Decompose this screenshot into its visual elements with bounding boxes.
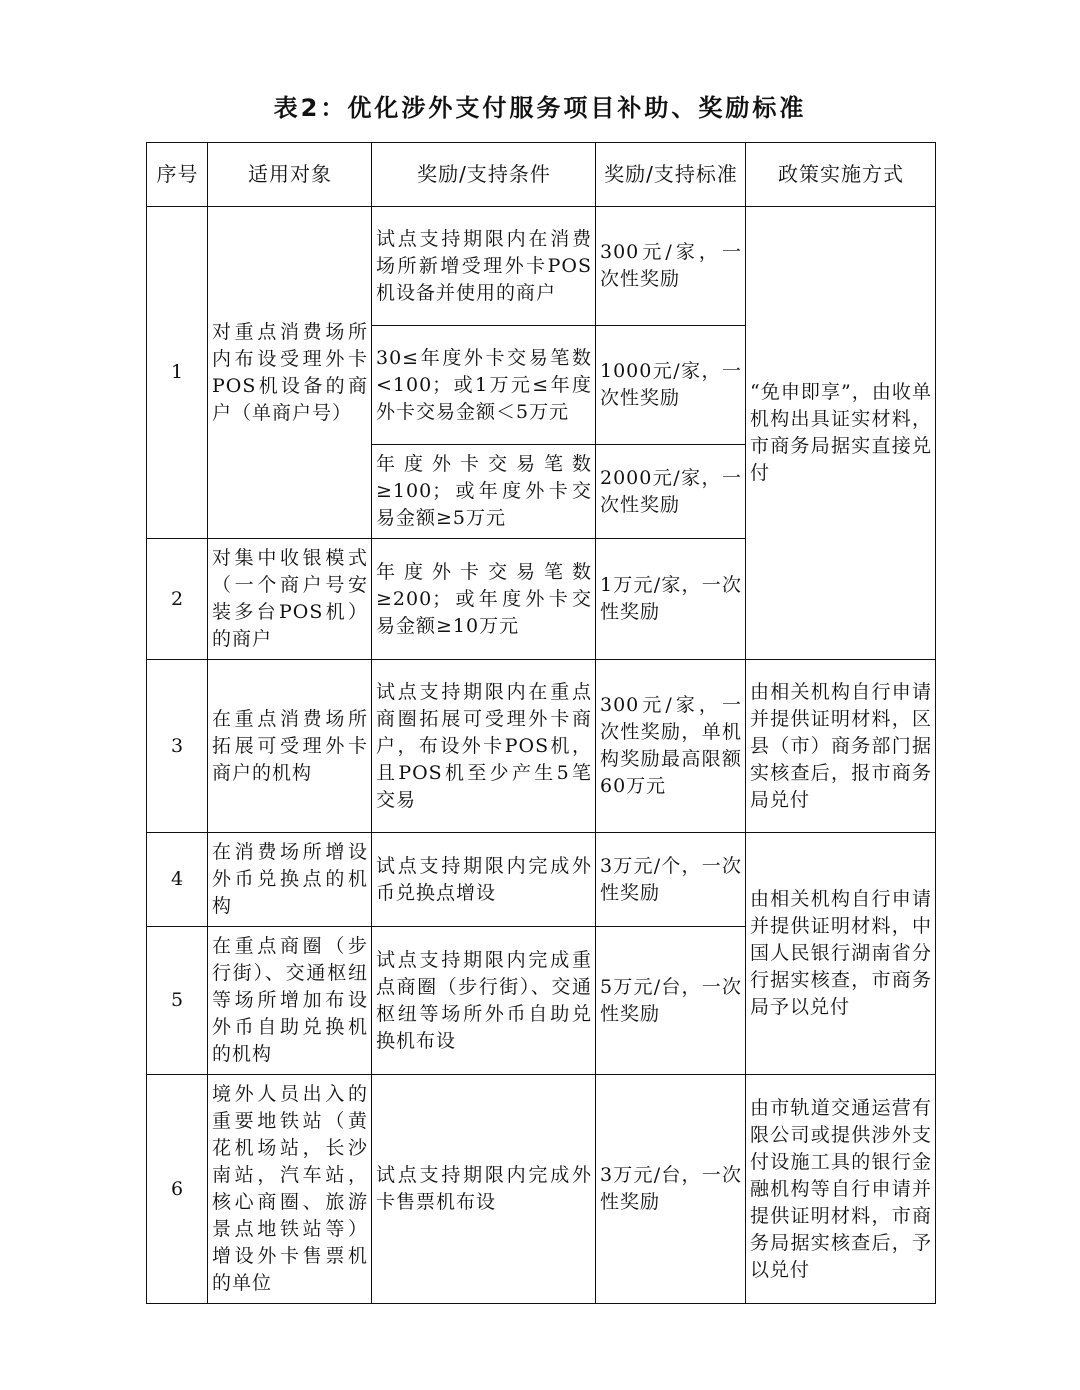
table-row bbox=[147, 1075, 936, 1304]
row-1b-condition: 30≤年度外卡交易笔数<100；或1万元≤年度外卡交易金额＜5万元 bbox=[372, 326, 596, 445]
row-1a-standard: 300元/家，一次性奖励 bbox=[596, 207, 746, 326]
row-2-seq: 2 bbox=[147, 539, 208, 660]
row-5-condition: 试点支持期限内完成重点商圈（步行街）、交通枢纽等场所外币自助兑换机布设 bbox=[372, 927, 596, 1075]
row-1a-condition: 试点支持期限内在消费场所新增受理外卡POS机设备并使用的商户 bbox=[372, 207, 596, 326]
table-row bbox=[147, 833, 936, 927]
row-6-method: 由市轨道交通运营有限公司或提供涉外支付设施工具的银行金融机构等自行申请并提供证明材料，市商务局据实核查后，予以兑付 bbox=[746, 1075, 936, 1304]
row-4-seq: 4 bbox=[147, 833, 208, 927]
row-5-target: 在重点商圈（步行街）、交通枢纽等场所增加布设外币自助兑换机的机构 bbox=[208, 927, 372, 1075]
table-row bbox=[147, 207, 936, 326]
row-4-standard: 3万元/个，一次性奖励 bbox=[596, 833, 746, 927]
row-1c-standard: 2000元/家，一次性奖励 bbox=[596, 445, 746, 539]
row-2-condition: 年度外卡交易笔数≥200；或年度外卡交易金额≥10万元 bbox=[372, 539, 596, 660]
row-5-standard: 5万元/台，一次性奖励 bbox=[596, 927, 746, 1075]
row-2-standard: 1万元/家，一次性奖励 bbox=[596, 539, 746, 660]
row-6-target: 境外人员出入的重要地铁站（黄花机场站，长沙南站，汽车站，核心商圈、旅游景点地铁站等）增设外卡售票机的单位 bbox=[208, 1075, 372, 1304]
table-row bbox=[147, 660, 936, 833]
row-4-condition: 试点支持期限内完成外币兑换点增设 bbox=[372, 833, 596, 927]
page-title: 表2：优化涉外支付服务项目补助、奖励标准 bbox=[273, 94, 807, 122]
row-6-seq: 6 bbox=[147, 1075, 208, 1304]
header-seq: 序号 bbox=[147, 143, 208, 207]
row-1-target: 对重点消费场所内布设受理外卡POS机设备的商户（单商户号） bbox=[208, 207, 372, 539]
row-2-target: 对集中收银模式（一个商户号安装多台POS机）的商户 bbox=[208, 539, 372, 660]
table-header-row bbox=[147, 143, 936, 207]
header-standard: 奖励/支持标准 bbox=[596, 143, 746, 207]
subsidy-standard-table bbox=[146, 142, 936, 1304]
header-target: 适用对象 bbox=[208, 143, 372, 207]
row-3-method: 由相关机构自行申请并提供证明材料，区县（市）商务部门据实核查后，报市商务局兑付 bbox=[746, 660, 936, 833]
method-rows-1-2: “免申即享”，由收单机构出具证实材料，市商务局据实直接兑付 bbox=[746, 207, 936, 660]
row-4-target: 在消费场所增设外币兑换点的机构 bbox=[208, 833, 372, 927]
row-1c-condition: 年度外卡交易笔数≥100；或年度外卡交易金额≥5万元 bbox=[372, 445, 596, 539]
row-3-target: 在重点消费场所拓展可受理外卡商户的机构 bbox=[208, 660, 372, 833]
header-method: 政策实施方式 bbox=[746, 143, 936, 207]
row-3-condition: 试点支持期限内在重点商圈拓展可受理外卡商户，布设外卡POS机，且POS机至少产生5笔交易 bbox=[372, 660, 596, 833]
row-5-seq: 5 bbox=[147, 927, 208, 1075]
row-1-seq: 1 bbox=[147, 207, 208, 539]
header-condition: 奖励/支持条件 bbox=[372, 143, 596, 207]
row-3-seq: 3 bbox=[147, 660, 208, 833]
method-rows-4-5: 由相关机构自行申请并提供证明材料，中国人民银行湖南省分行据实核查，市商务局予以兑付 bbox=[746, 833, 936, 1075]
row-6-standard: 3万元/台，一次性奖励 bbox=[596, 1075, 746, 1304]
row-3-standard: 300元/家，一次性奖励，单机构奖励最高限额60万元 bbox=[596, 660, 746, 833]
row-6-condition: 试点支持期限内完成外卡售票机布设 bbox=[372, 1075, 596, 1304]
row-1b-standard: 1000元/家，一次性奖励 bbox=[596, 326, 746, 445]
